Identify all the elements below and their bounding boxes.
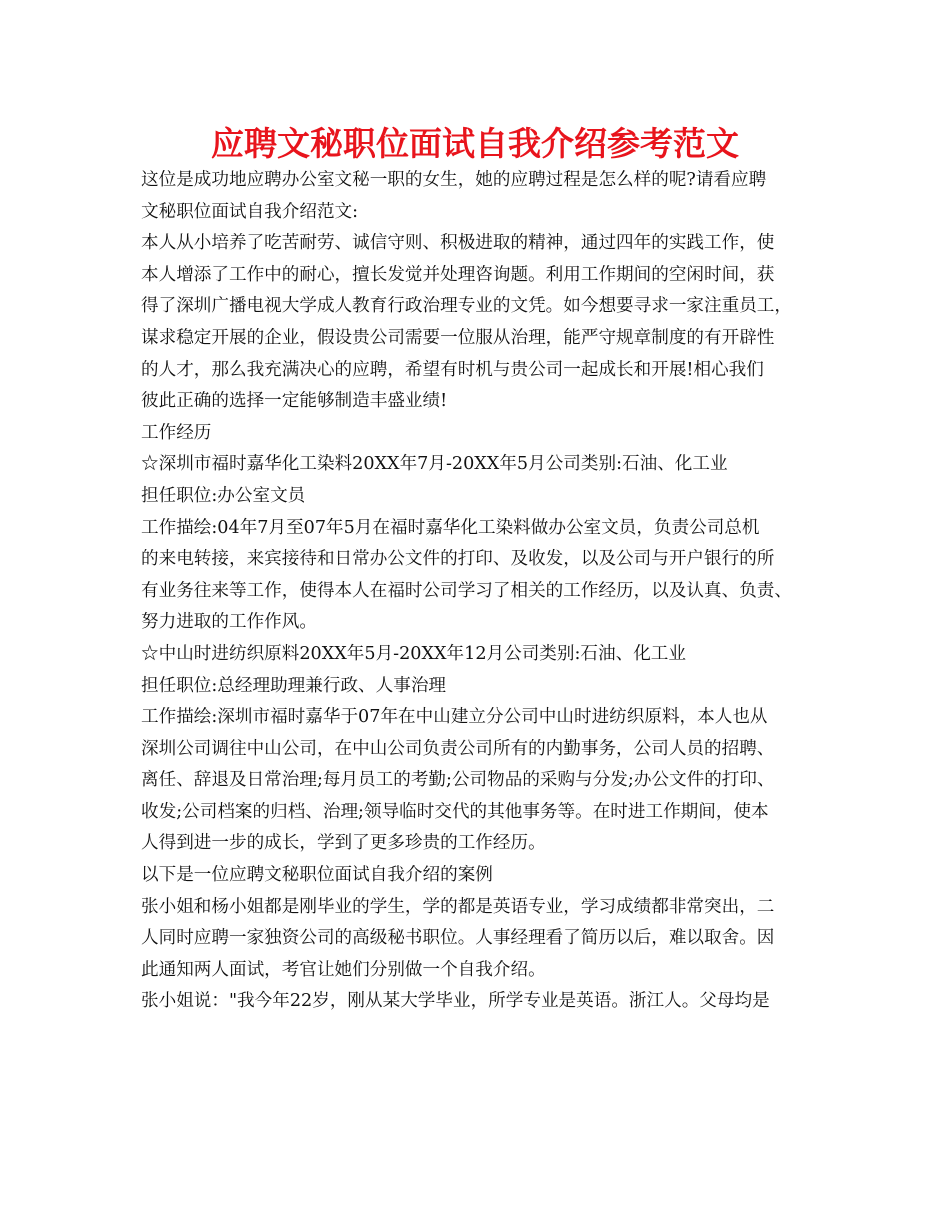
text-line: 收发;公司档案的归档、治理;领导临时交代的其他事务等。在时进工作期间，使本	[141, 801, 769, 822]
document-body	[141, 165, 821, 1018]
document-title: 应聘文秘职位面试自我介绍参考范文	[211, 124, 739, 163]
text-line: 人同时应聘一家独资公司的高级秘书职位。人事经理看了简历以后，难以取舍。因	[141, 928, 775, 949]
text-line: 此通知两人面试，考官让她们分别做一个自我介绍。	[141, 959, 546, 980]
text-line: 文秘职位面试自我介绍范文:	[141, 201, 359, 222]
text-line: ☆深圳市福时嘉华化工染料20XX年7月-20XX年5月公司类别:石油、化工业	[141, 454, 728, 475]
text-line: 本人增添了工作中的耐心，擅长发觉并处理咨询题。利用工作期间的空闲时间，获	[141, 264, 775, 285]
text-line: 这位是成功地应聘办公室文秘一职的女生，她的应聘过程是怎么样的呢?请看应聘	[141, 170, 767, 190]
text-line: 工作描绘:04年7月至07年5月在福时嘉华化工染料做办公室文员，负责公司总机	[141, 517, 760, 538]
text-line: 担任职位:总经理助理兼行政、人事治理	[141, 675, 447, 696]
text-line: 的来电转接，来宾接待和日常办公文件的打印、及收发，以及公司与开户银行的所	[141, 549, 775, 570]
text-line: 本人从小培养了吃苦耐劳、诚信守则、积极进取的精神，通过四年的实践工作，使	[141, 233, 775, 254]
text-line: 张小姐说："我今年22岁，刚从某大学毕业，所学专业是英语。浙江人。父母均是	[141, 991, 770, 1012]
text-line: 离任、辞退及日常治理;每月员工的考勤;公司物品的采购与分发;办公文件的打印、	[141, 770, 775, 791]
text-line: 担任职位:办公室文员	[141, 485, 306, 506]
section-heading: 工作经历	[141, 422, 212, 443]
text-line: ☆中山时进纺织原料20XX年5月-20XX年12月公司类别:石油、化工业	[141, 643, 686, 664]
text-line: 工作描绘:深圳市福时嘉华于07年在中山建立分公司中山时进纺织原料，本人也从	[141, 707, 768, 728]
text-line: 人得到进一步的成长，学到了更多珍贵的工作经历。	[141, 833, 546, 854]
text-line: 努力进取的工作作风。	[141, 612, 317, 633]
text-line: 深圳公司调往中山公司，在中山公司负责公司所有的内勤事务，公司人员的招聘、	[141, 738, 775, 759]
text-line: 谋求稳定开展的企业，假设贵公司需要一位服从治理，能严守规章制度的有开辟性	[141, 327, 775, 348]
text-line: 以下是一位应聘文秘职位面试自我介绍的案例	[141, 865, 493, 886]
text-line: 得了深圳广播电视大学成人教育行政治理专业的文凭。如今想要寻求一家注重员工，	[141, 296, 792, 317]
text-line: 彼此正确的选择一定能够制造丰盛业绩!	[141, 391, 448, 412]
text-line: 的人才，那么我充满决心的应聘，希望有时机与贵公司一起成长和开展!相心我们	[141, 359, 764, 380]
text-line: 有业务往来等工作，使得本人在福时公司学习了相关的工作经历，以及认真、负责、	[141, 580, 792, 601]
text-line: 张小姐和杨小姐都是刚毕业的学生，学的都是英语专业，学习成绩都非常突出，二	[141, 896, 775, 917]
